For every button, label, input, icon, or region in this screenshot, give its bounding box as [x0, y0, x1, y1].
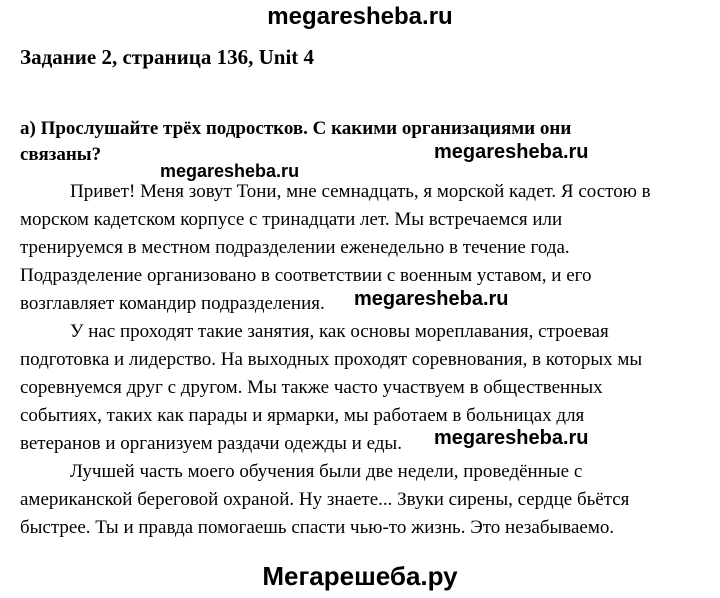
body-text [20, 178, 710, 542]
text-line: ветеранов и организуем раздачи одежды и еды. [20, 433, 402, 454]
text-line: быстрее. Ты и правда помогаешь спасти чью-то жизнь. Это незабываемо. [20, 517, 615, 538]
text-line: американской береговой охраной. Ну знаете... Звуки сирены, сердце бьётся [20, 489, 630, 510]
watermark-inline: megaresheba.ru [354, 288, 509, 310]
text-line: морском кадетском корпусе с тринадцати лет. Мы встречаемся или [20, 209, 563, 230]
paragraph-3 [20, 458, 710, 542]
watermark-top: megaresheba.ru [267, 3, 453, 30]
text-line: Привет! Меня зовут Тони, мне семнадцать, я морской кадет. Я состою в [70, 181, 651, 202]
watermark-inline: megaresheba.ru [160, 161, 300, 181]
text-line: Подразделение организовано в соответствии с военным уставом, и его [20, 265, 592, 286]
text-line: возглавляет командир подразделения. [20, 293, 325, 314]
text-line: подготовка и лидерство. На выходных проходят соревнования, в которых мы [20, 349, 643, 370]
text-line: событиях, таких как парады и ярмарки, мы работаем в больницах для [20, 405, 585, 426]
text-line: тренируемся в местном подразделении еженедельно в течение года. [20, 237, 570, 258]
paragraph-2 [20, 318, 710, 458]
question-line: связаны? [20, 144, 102, 165]
page-title: Задание 2, страница 136, Unit 4 [20, 45, 315, 69]
watermark-bottom: Мегарешеба.ру [262, 561, 458, 591]
text-line: Лучшей часть моего обучения были две недели, проведённые с [70, 461, 583, 482]
watermark-inline: megaresheba.ru [434, 141, 589, 163]
text-line: соревнуемся друг с другом. Мы также часто участвуем в общественных [20, 377, 603, 398]
text-line: У нас проходят такие занятия, как основы мореплавания, строевая [70, 321, 609, 342]
question-line: а) Прослушайте трёх подростков. С какими организациями они [20, 118, 572, 139]
watermark-inline: megaresheba.ru [434, 427, 589, 449]
